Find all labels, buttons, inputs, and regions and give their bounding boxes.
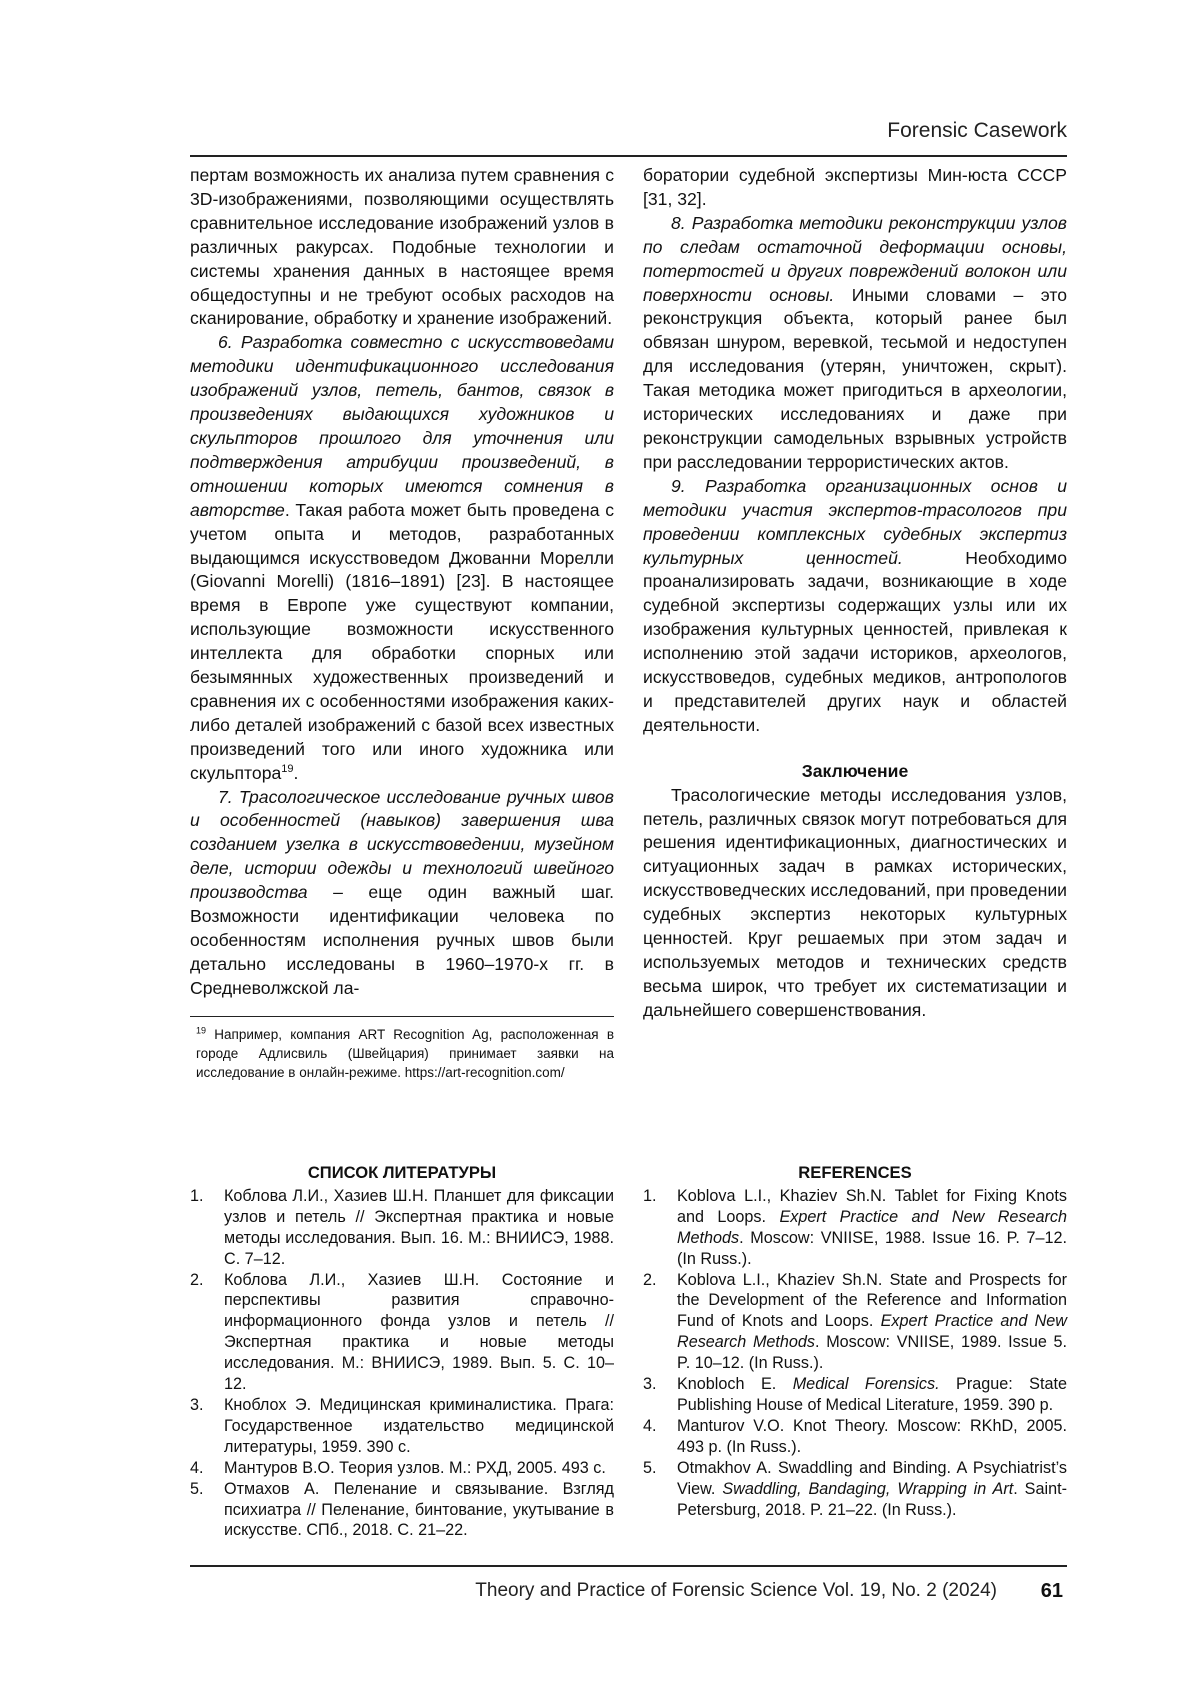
reference-ru-item bbox=[190, 1186, 614, 1270]
reference-number: 3. bbox=[190, 1395, 204, 1414]
reference-en-item bbox=[643, 1186, 1067, 1270]
reference-text: Кноблох Э. Медицинская криминалистика. Прага: Государственное издательство медицинской литературы, 1959. 390 с. bbox=[224, 1395, 614, 1456]
references-en-title: REFERENCES bbox=[798, 1163, 912, 1182]
reference-number: 2. bbox=[643, 1270, 657, 1289]
reference-en-item bbox=[643, 1374, 1067, 1416]
footnote-rule bbox=[190, 1016, 614, 1017]
reference-ru-item bbox=[190, 1395, 614, 1458]
paragraph-item-9 bbox=[643, 475, 1067, 738]
reference-ru-item bbox=[190, 1479, 614, 1542]
conclusion-heading: Заключение bbox=[801, 760, 909, 781]
journal-citation: Theory and Practice of Forensic Science Vol. 19, No. 2 (2024) bbox=[475, 1580, 997, 1601]
reference-text: Otmakhov A. Swaddling and Binding. A Psychiatrist’s View. bbox=[677, 1458, 1067, 1498]
reference-number: 5. bbox=[643, 1458, 657, 1477]
item-9-italic: 9. Разработка организационных основ и методики участия экспертов-трасологов при проведении комплексных судебных экспертиз культурных ценностей. bbox=[643, 475, 1067, 568]
references-en bbox=[643, 1163, 1067, 1520]
paragraph-item-8 bbox=[643, 212, 1067, 475]
item-8-text: Иными словами – это реконструкция объекта, который ранее был обвязан шнуром, веревкой, тесьмой и недоступен для исследования (утерян, уничтожен, скрыт). Такая методика может пригодиться в археологии, исторических исследованиях и даже при реконструкции самодельных взрывных устройств при расследовании террористических актов. bbox=[643, 284, 1067, 472]
reference-text: Отмахов А. Пеленание и связывание. Взгляд психиатра // Пеленание, бинтование, укутывание в искусстве. СПб., 2018. С. 21–22. bbox=[224, 1479, 614, 1540]
header-rule bbox=[190, 155, 1067, 157]
footnote-number: 19 bbox=[196, 1025, 207, 1036]
reference-number: 4. bbox=[190, 1458, 204, 1477]
item-9-text: Необходимо проанализировать задачи, возникающие в ходе судебной экспертизы содержащих узлы или их изображения культурных ценностей, привлекая к исполнению этой задачи историков, археологов, искусствоведов, судебных медиков, антропологов и представителей других наук и областей деятельности. bbox=[643, 547, 1067, 735]
item-6-italic: 6. Разработка совместно с искусствоведами методики идентификационного исследования изображений узлов, петель, бантов, связок в произведениях выдающихся художников и скульпторов прошлого для уточнения или подтверждения атрибуции произведений, в отношении которых имеются сомнения в авторстве bbox=[190, 332, 614, 520]
reference-number: 1. bbox=[190, 1186, 204, 1205]
references-ru-list bbox=[190, 1186, 614, 1541]
footnote-ref-19[interactable]: 19 bbox=[281, 762, 294, 775]
reference-ru-item bbox=[190, 1458, 614, 1479]
reference-source-italic: Swaddling, Bandaging, Wrapping in Art bbox=[722, 1479, 1014, 1498]
reference-text: Manturov V.O. Knot Theory. Moscow: RKhD, 2005. 493 p. (In Russ.). bbox=[677, 1416, 1067, 1456]
item-7-italic: 7. Трасологическое исследование ручных швов и особенностей (навыков) завершения шва созданием узелка в искусствоведении, музейном деле, истории одежды и технологий швейного производства bbox=[190, 786, 614, 903]
reference-en-item bbox=[643, 1270, 1067, 1375]
reference-number: 1. bbox=[643, 1186, 657, 1205]
references-en-list bbox=[643, 1186, 1067, 1521]
reference-source-italic: Expert Practice and New Research Methods bbox=[677, 1312, 1067, 1352]
paragraph-item-7 bbox=[190, 786, 614, 1001]
reference-text-tail: Prague: State Publishing House of Medical Literature, 1959. 390 p. bbox=[677, 1375, 1067, 1414]
running-head: Forensic Casework bbox=[887, 119, 1067, 142]
item-6-text: . Такая работа может быть проведена с учетом опыта и методов, разработанных выдающимся искусствоведом Джованни Морелли (Giovanni Morelli) (1816–1891) [23]. В настоящее время в Европе уже существуют компании, использующие возможности искусственного интеллекта для обработки спорных или безымянных художественных произведений и сравнения их с особенностями изображения каких-либо деталей изображений с базой всех известных произведений того или иного художника или скульптора bbox=[190, 499, 614, 783]
item-7-text: – еще один важный шаг. Возможности идентификации человека по особенностям исполнения ручных швов были детально исследованы в 1960–1970-х гг. в Средневолжской ла- bbox=[190, 882, 614, 998]
paragraph-right-1: боратории судебной экспертизы Мин-юста СССР [31, 32]. bbox=[643, 165, 1067, 209]
page-number: 61 bbox=[1040, 1580, 1063, 1602]
footnote-text: Например, компания ART Recognition Ag, расположенная в городе Адлисвиль (Швейцария) принимает заявки на исследование в онлайн-режиме. https://art-recognition.com/ bbox=[196, 1026, 614, 1080]
reference-source-italic: Medical Forensics. bbox=[792, 1375, 940, 1394]
reference-number: 5. bbox=[190, 1479, 204, 1498]
reference-ru-item bbox=[190, 1270, 614, 1395]
footnote-19 bbox=[190, 1025, 614, 1082]
references-ru-title: СПИСОК ЛИТЕРАТУРЫ bbox=[307, 1163, 497, 1182]
reference-text: Koblova L.I., Khaziev Sh.N. Tablet for Fixing Knots and Loops. bbox=[677, 1186, 1067, 1226]
conclusion-paragraph: Трасологические методы исследования узлов, петель, различных связок могут потребоваться для решения идентификационных, диагностических и ситуационных задач в рамках исторических, искусствоведческих исследований, при проведении судебных экспертиз некоторых культурных ценностей. Круг решаемых при этом задач и используемых методов и технических средств весьма широк, что требует их систематизации и дальнейшего совершенствования. bbox=[643, 784, 1067, 1020]
reference-text-tail: . Saint-Petersburg, 2018. P. 21–22. (In Russ.). bbox=[677, 1479, 1067, 1519]
conclusion-section bbox=[643, 784, 1067, 1023]
reference-en-item bbox=[643, 1416, 1067, 1458]
item-6-end: . bbox=[293, 762, 299, 783]
reference-text: Коблова Л.И., Хазиев Ш.Н. Планшет для фиксации узлов и петель // Экспертная практика и новые методы исследования. Вып. 16. М.: ВНИИСЭ, 1988. С. 7–12. bbox=[224, 1186, 614, 1268]
reference-source-italic: Expert Practice and New Research Methods bbox=[677, 1207, 1068, 1247]
references-ru bbox=[190, 1163, 614, 1541]
reference-text: Мантуров В.О. Теория узлов. М.: РХД, 2005. 493 с. bbox=[224, 1458, 606, 1477]
reference-text: Knobloch E. bbox=[677, 1375, 793, 1394]
paragraph-left-1: пертам возможность их анализа путем сравнения с 3D-изображениями, позволяющими осуществлять сравнительное исследование изображений узлов в различных ракурсах. Подобные технологии и системы хранения данных в настоящее время общедоступны и не требуют особых расходов на сканирование, обработку и хранение изображений. bbox=[190, 165, 614, 329]
item-8-italic: 8. Разработка методики реконструкции узлов по следам остаточной деформации основы, потертостей и других повреждений волокон или поверхности основы. bbox=[643, 212, 1067, 305]
reference-number: 3. bbox=[643, 1375, 657, 1394]
reference-text-tail: . Moscow: VNIISE, 1988. Issue 16. P. 7–12. (In Russ.). bbox=[677, 1228, 1067, 1268]
reference-text-tail: . Moscow: VNIISE, 1989. Issue 5. P. 10–12. (In Russ.). bbox=[677, 1333, 1067, 1373]
reference-en-item bbox=[643, 1458, 1067, 1521]
footer-rule bbox=[190, 1565, 1067, 1567]
left-column bbox=[190, 164, 614, 1082]
reference-text: Коблова Л.И., Хазиев Ш.Н. Состояние и перспективы развития справочно-информационного фонда узлов и петель // Экспертная практика и новые методы исследования. М.: ВНИИСЭ, 1989. Вып. 5. С. 10–12. bbox=[224, 1270, 614, 1394]
reference-number: 4. bbox=[643, 1416, 657, 1435]
reference-text: Koblova L.I., Khaziev Sh.N. State and Prospects for the Development of the Reference and Information Fund of Knots and Loops. bbox=[677, 1270, 1067, 1331]
paragraph-item-6 bbox=[190, 331, 614, 785]
right-column bbox=[643, 164, 1067, 1023]
reference-number: 2. bbox=[190, 1270, 204, 1289]
